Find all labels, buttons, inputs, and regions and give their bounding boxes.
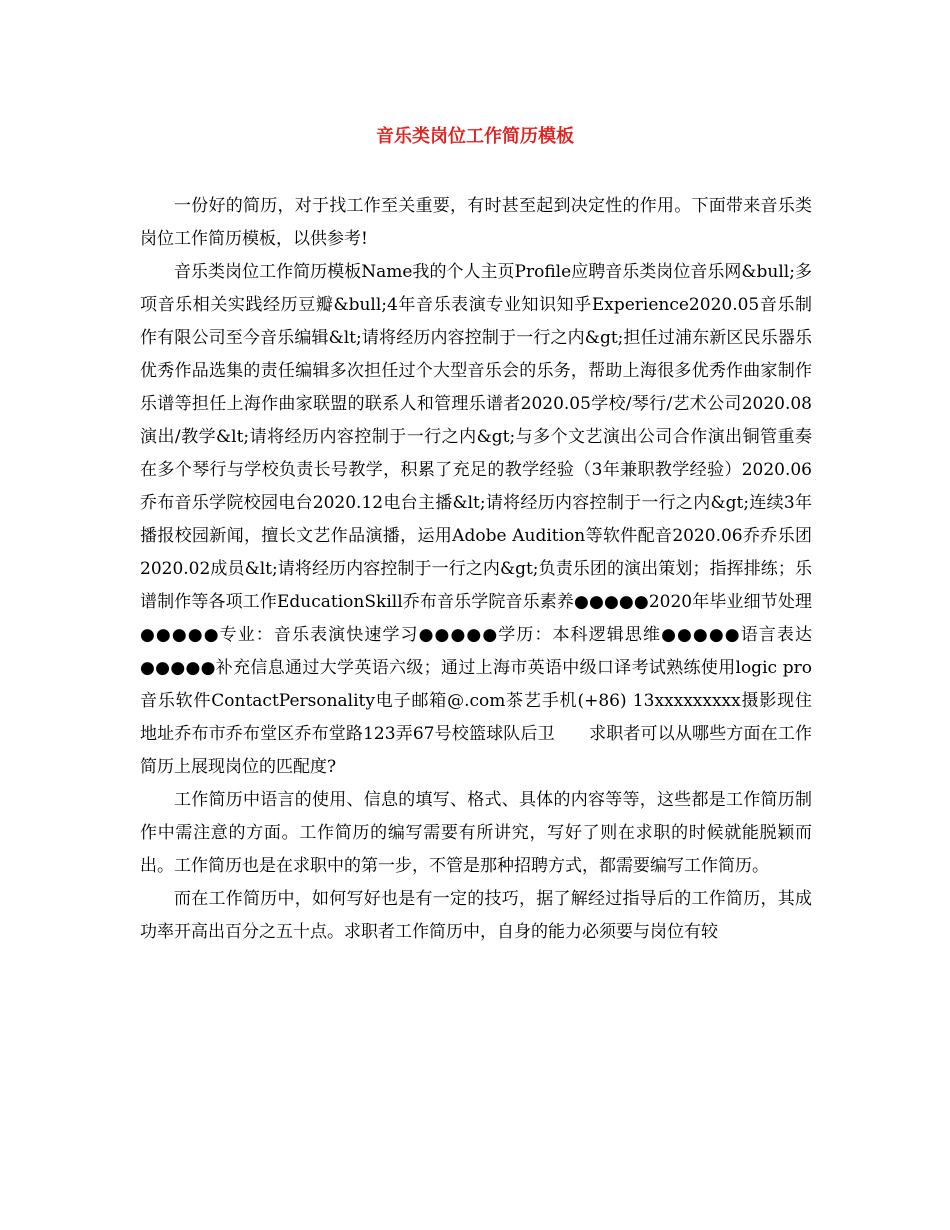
body-paragraph-notes: 工作简历中语言的使用、信息的填写、格式、具体的内容等等，这些都是工作简历制作中需注意的方面。工作简历的编写需要有所讲究，写好了则在求职的时候就能脱颖而出。工作简历也是在求职中的第一步，不管是那种招聘方式，都需要编写工作简历。 bbox=[140, 790, 812, 876]
document-title: 音乐类岗位工作简历模板 bbox=[376, 126, 574, 147]
body-paragraph-intro: 一份好的简历，对于找工作至关重要，有时甚至起到决定性的作用。下面带来音乐类岗位工作简历模板，以供参考! bbox=[140, 196, 812, 249]
body-paragraph-template: 音乐类岗位工作简历模板Name我的个人主页Profile应聘音乐类岗位音乐网&bull;多项音乐相关实践经历豆瓣&bull;4年音乐表演专业知识知乎Experience2020.05音乐制作有限公司至今音乐编辑&lt;请将经历内容控制于一行之内&gt;担任过浦东新区民乐器乐优秀作品选集的责任编辑多次担任过个大型音乐会的乐务，帮助上海很多优秀作曲家制作乐谱等担任上海作曲家联盟的联系人和管理乐谱者2020.05学校/琴行/艺术公司2020.08演出/教学&lt;请将经历内容控制于一行之内&gt;与多个文艺演出公司合作演出铜管重奏在多个琴行与学校负责长号教学，积累了充足的教学经验（3年兼职教学经验）2020.06乔布音乐学院校园电台2020.12电台主播&lt;请将经历内容控制于一行之内&gt;连续3年播报校园新闻，擅长文艺作品演播，运用Adobe Audition等软件配音2020.06乔乔乐团2020.02成员&lt;请将经历内容控制于一行之内&gt;负责乐团的演出策划；指挥排练；乐谱制作等各项工作EducationSkill乔布音乐学院音乐素养●●●●●2020年毕业细节处理●●●●●专业：音乐表演快速学习●●●●●学历：本科逻辑思维●●●●●语言表达●●●●●补充信息通过大学英语六级；通过上海市英语中级口译考试熟练使用logic pro音乐软件ContactPersonality电子邮箱@.com茶艺手机(+86) 13xxxxxxxxx摄影现住地址乔布市乔布堂区乔布堂路123弄67号校篮球队后卫 求职者可以从哪些方面在工作简历上展现岗位的匹配度? bbox=[140, 262, 812, 777]
document-body bbox=[140, 190, 812, 949]
body-paragraph-tips: 而在工作简历中，如何写好也是有一定的技巧，据了解经过指导后的工作简历，其成功率开高出百分之五十点。求职者工作简历中，自身的能力必须要与岗位有较 bbox=[140, 889, 812, 942]
